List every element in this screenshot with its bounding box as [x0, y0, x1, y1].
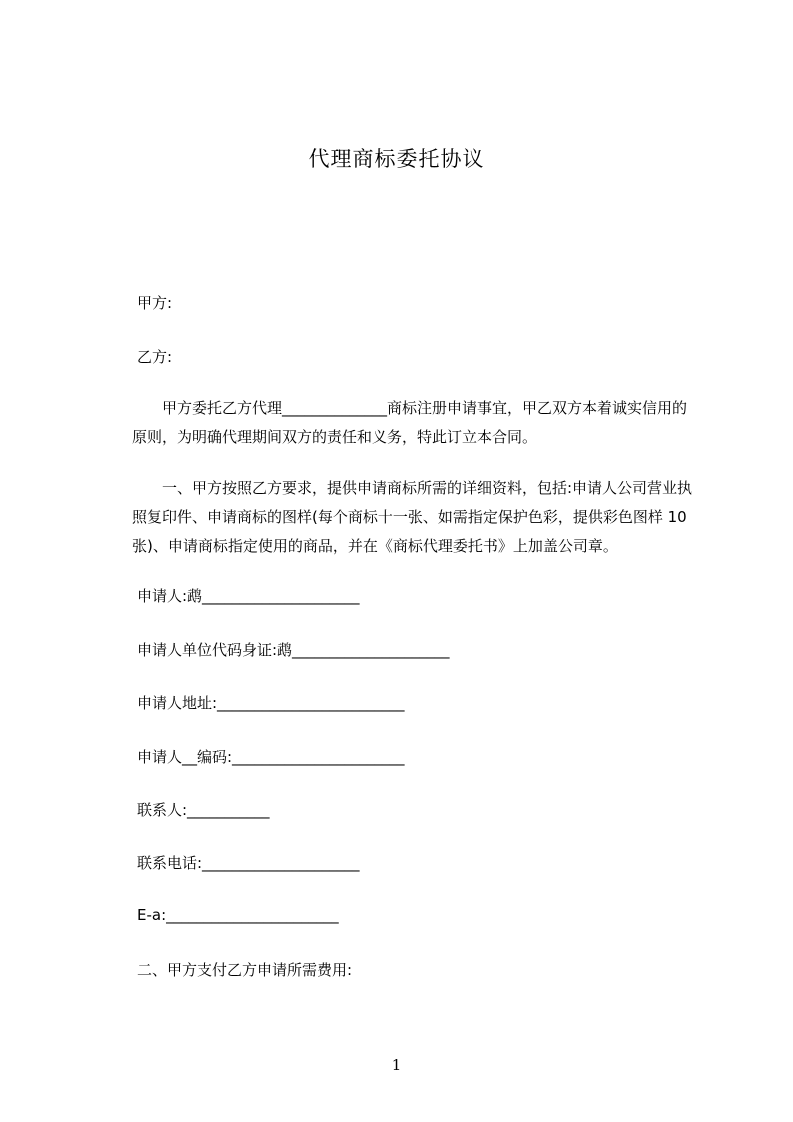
clause-1-line-2: 照复印件、申请商标的图样(每个商标十一张、如需指定保护色彩，提供彩色图样 10	[132, 508, 687, 526]
page-number: 1	[391, 1056, 402, 1074]
clause-2-heading: 二、甲方支付乙方申请所需费用:	[137, 961, 353, 979]
email-field: E-a:_______________________	[137, 906, 339, 924]
applicant-postcode-field: 申请人__编码:_______________________	[137, 748, 405, 766]
clause-1-paragraph	[132, 474, 717, 561]
clause-1-line-3: 张)、申请商标指定使用的商品，并在《商标代理委托书》上加盖公司章。	[132, 537, 618, 555]
intro-line-2: 原则，为明确代理期间双方的责任和义务，特此订立本合同。	[132, 428, 538, 446]
applicant-id-field: 申请人单位代码身证:鹉_____________________	[137, 641, 450, 659]
document-title: 代理商标委托协议	[308, 147, 485, 171]
clause-1-line-1: 一、甲方按照乙方要求，提供申请商标所需的详细资料，包括:申请人公司营业执	[162, 479, 693, 497]
contact-phone-field: 联系电话:_____________________	[137, 854, 360, 872]
intro-paragraph	[132, 394, 717, 452]
applicant-field: 申请人:鹉_____________________	[137, 587, 360, 605]
intro-line-1: 甲方委托乙方代理______________商标注册申请事宜，甲乙双方本着诚实信用的	[162, 399, 688, 417]
applicant-address-field: 申请人地址:_________________________	[137, 694, 405, 712]
party-a-label: 甲方:	[137, 294, 173, 312]
party-b-label: 乙方:	[137, 348, 173, 366]
contact-person-field: 联系人:___________	[137, 801, 270, 819]
